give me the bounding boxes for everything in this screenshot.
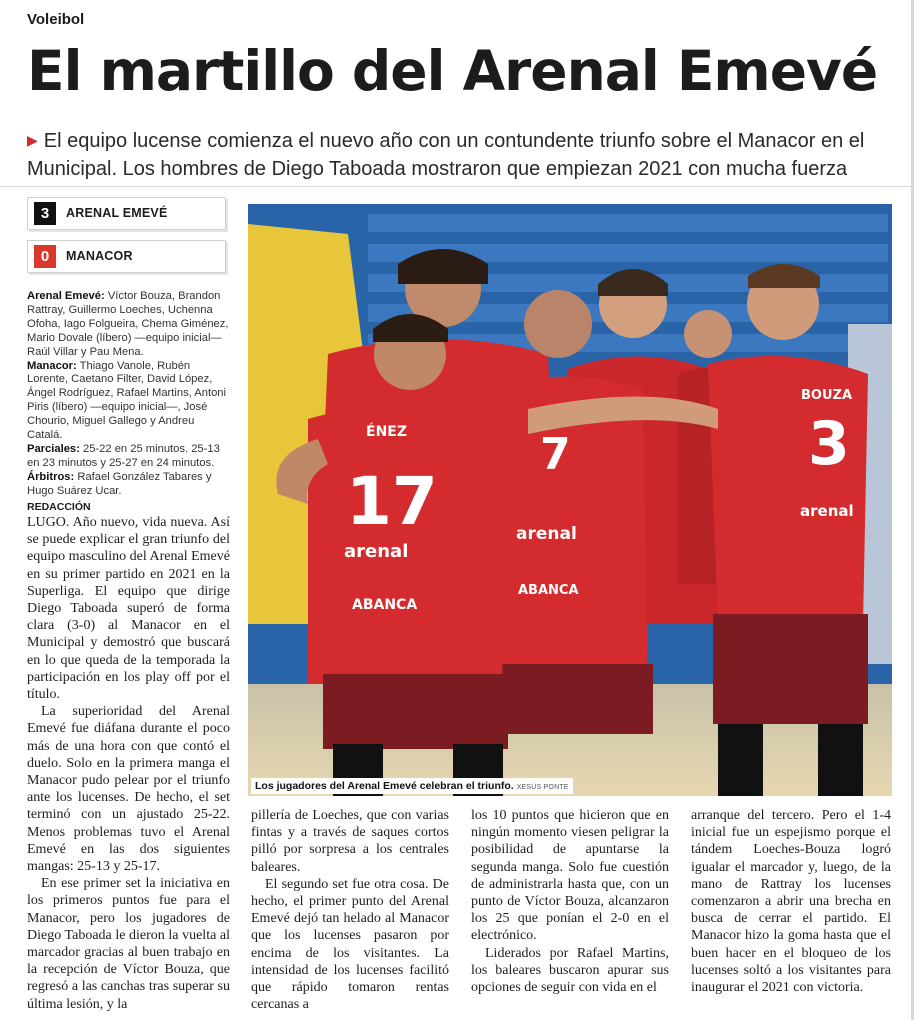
- paragraph: arranque del tercero. Pero el 1-4 inicial fue un espejismo porque el tándem Loeches-Bouza logró igualar el marcador y, luego, de la mano de Rattray los lucenses comenzaron a abrir una brecha en busca de cerrar el partido. El Manacor hizo la goma hasta que el buen hacer en el bloqueo de los lucenses soltó a los visitantes para inaugurar el 2021 con victoria.: [691, 808, 891, 996]
- paragraph: los 10 puntos que hicieron que en ningún momento viesen peligrar la posibilidad de apuntarse la segunda manga. Solo fue cuestión de administrarla hasta que, con un punto de Víctor Bouza, alcanzaron los 25 que ponían el 2-0 en el electrónico.: [471, 808, 669, 944]
- lede-text: El equipo lucense comienza el nuevo año con un contundente triunfo sobre el Manacor en el Municipal. Los hombres de Diego Taboada mostraron que empiezan 2021 con mucha fuerza: [27, 130, 865, 180]
- body-column-4: [691, 807, 891, 996]
- arrow-icon: ▶: [27, 132, 38, 148]
- photo-caption: Los jugadores del Arenal Emevé celebran el triunfo. XESÚS PONTE: [251, 778, 573, 794]
- set-scores: Parciales: 25-22 en 25 minutos. 25-13 en 23 minutos y 25-27 en 24 minutos.: [27, 442, 220, 469]
- jersey-sponsor: arenal: [516, 524, 577, 544]
- jersey-sponsor: arenal: [344, 541, 409, 562]
- photo-illustration: [248, 204, 892, 796]
- section-label: Voleibol: [27, 11, 85, 28]
- team-photo: [248, 204, 892, 796]
- jersey-sponsor: ABANCA: [518, 583, 579, 598]
- jersey-name: BOUZA: [801, 388, 853, 403]
- match-factbox: [27, 290, 232, 499]
- jersey-number: 7: [540, 429, 571, 480]
- jersey-name: ÉNEZ: [366, 424, 407, 440]
- body-column-3: [471, 807, 669, 996]
- paragraph: pillería de Loeches, que con varias fintas y a través de saques cortos pilló por sorpresa a los centrales baleares.: [251, 808, 449, 875]
- jersey-number: 3: [808, 409, 850, 479]
- byline: REDACCIÓN: [27, 501, 91, 513]
- lineup-away: Manacor: Thiago Vanole, Rubén Lorente, Caetano Filter, David López, Ángel Rodríguez, Rafael Martins, Antoni Piris (líbero) —equipo inicial—, José Chourio, Miguel Gallego y Andreu Catalá.: [27, 359, 226, 442]
- score-home: 3: [34, 202, 56, 225]
- jersey-sponsor: ABANCA: [352, 597, 418, 613]
- lede-divider: [0, 186, 914, 187]
- jersey-sponsor: arenal: [800, 502, 854, 520]
- score-away: 0: [34, 245, 56, 268]
- score-row-home: [27, 197, 226, 230]
- photo-credit: XESÚS PONTE: [516, 784, 569, 791]
- jersey-number: 17: [346, 463, 438, 540]
- lineup-home: Arenal Emevé: Víctor Bouza, Brandon Rattray, Guillermo Loeches, Uchenna Ofoha, Iago Folgueira, Chema Giménez, Mario Dovale (líbero) —equipo inicial— Raúl Villar y Pau Mena.: [27, 290, 229, 358]
- team-away: MANACOR: [66, 249, 133, 263]
- paragraph: Liderados por Rafael Martins, los baleares buscaron apurar sus opciones de seguir con vida en el: [471, 945, 669, 996]
- team-home: ARENAL EMEVÉ: [66, 206, 168, 220]
- paragraph: El segundo set fue otra cosa. De hecho, el primer punto del Arenal Emevé dejó tan helado al Manacor que los lucenses pasaron por encima de los visitantes. La intensidad de los lucenses facilitó que rápido tomaron rentas cercanas a: [251, 876, 449, 1013]
- paragraph: LUGO. Año nuevo, vida nueva. Así se puede explicar el gran triunfo del equipo masculino del Arenal Emevé en su primer partido en 2021 en la Superliga. El equipo que dirige Diego Taboada superó de forma clara (3-0) al Manacor en el Municipal y demostró que buscará en lo que queda de la temporada la participación en los play off por el título.: [27, 515, 230, 703]
- score-row-away: [27, 240, 226, 273]
- paragraph: La superioridad del Arenal Emevé fue diáfana durante el poco más de una hora con que contó el duelo. Solo en la primera manga el Manacor pudo pelear por el triunfo ante los lucenses. De hecho, el set terminó con un ajustado 25-22. Menos problemas tuvo el Arenal Emevé en las dos siguientes mangas: 25-13 y 25-17.: [27, 704, 230, 875]
- paragraph: En ese primer set la iniciativa en los primeros puntos fue para el Manacor, pero los jugadores de Diego Taboada le dieron la vuelta al marcador gracias al buen trabajo en la recepción de Víctor Bouza, que regresó a las canchas tras superar su última lesión, y la: [27, 876, 230, 1012]
- referees: Árbitros: Rafael González Tabares y Hugo Suárez Ucar.: [27, 470, 212, 497]
- headline: El martillo del Arenal Emevé: [27, 39, 878, 103]
- lede: [27, 126, 889, 183]
- body-column-2: [251, 807, 449, 1013]
- body-column-1: [27, 514, 230, 1013]
